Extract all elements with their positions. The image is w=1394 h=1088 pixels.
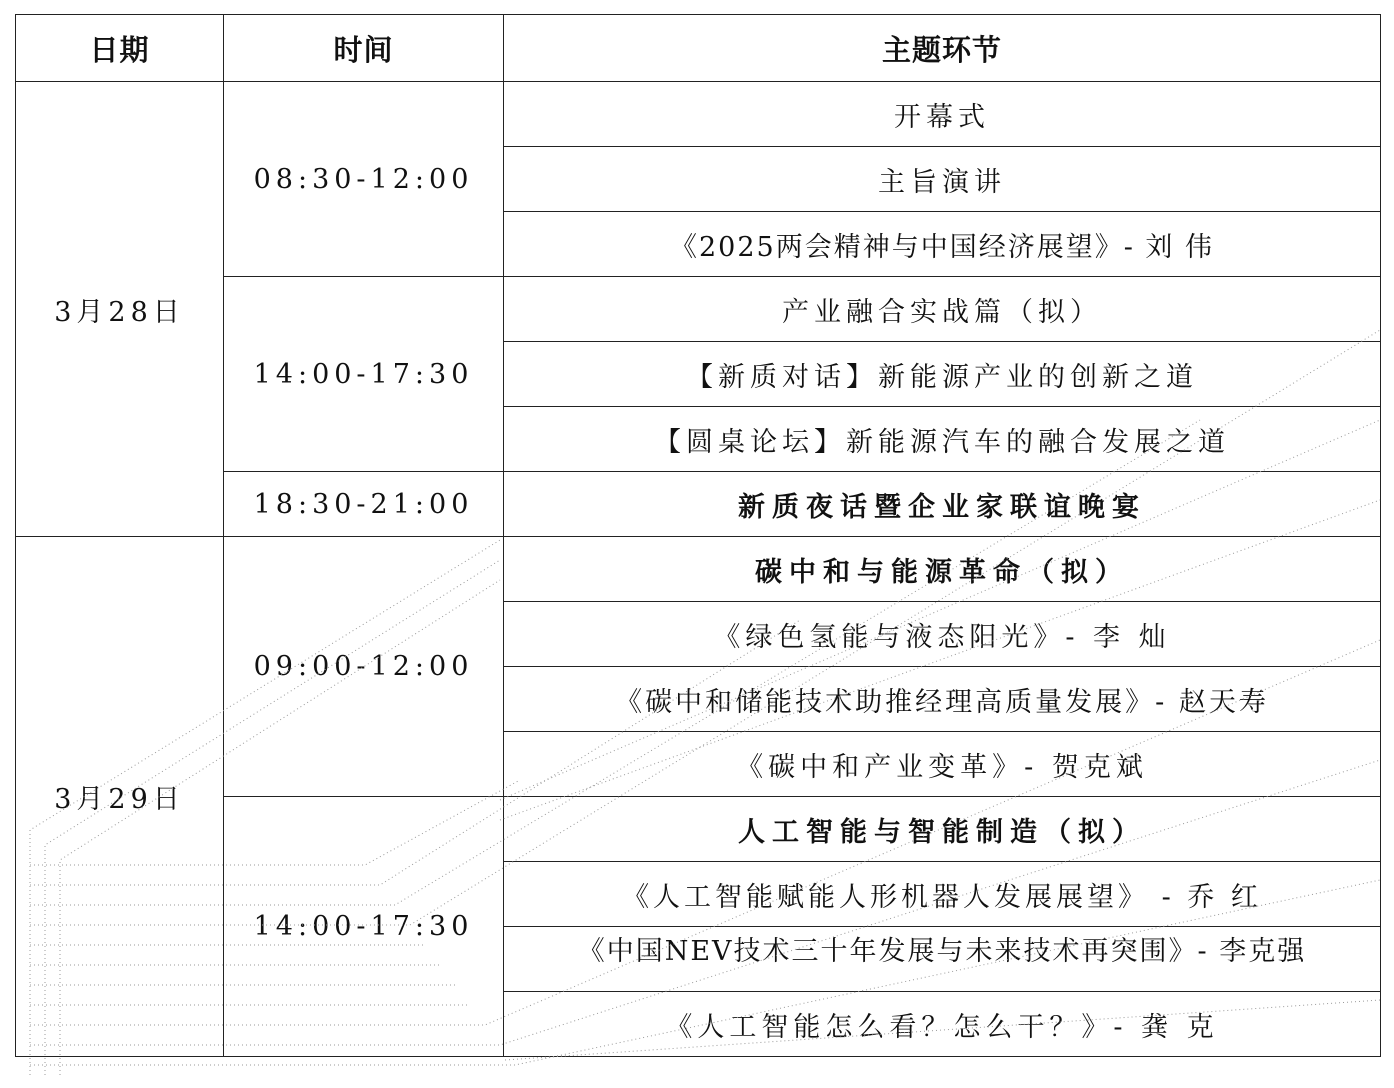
topic-cell: 产业融合实战篇（拟） [504,277,1381,342]
date-cell: 3月28日 [16,82,224,537]
topic-cell: 碳中和与能源革命（拟） [504,537,1381,602]
header-topic: 主题环节 [504,15,1381,82]
topic-cell: 【圆桌论坛】新能源汽车的融合发展之道 [504,407,1381,472]
topic-cell: 《碳中和产业变革》- 贺克斌 [504,732,1381,797]
topic-cell: 【新质对话】新能源产业的创新之道 [504,342,1381,407]
topic-cell: 主旨演讲 [504,147,1381,212]
topic-cell: 《人工智能怎么看？怎么干？》- 龚 克 [504,992,1381,1057]
table-row [16,537,1381,602]
topic-cell: 人工智能与智能制造（拟） [504,797,1381,862]
table-header [16,15,1381,82]
topic-cell-text: 《中国NEV技术三十年发展与未来技术再突围》- 李克强 [577,936,1307,967]
topic-cell [504,927,1381,992]
table-row [16,82,1381,147]
schedule-table [15,14,1381,1057]
topic-cell: 《2025两会精神与中国经济展望》- 刘 伟 [504,212,1381,277]
date-cell: 3月29日 [16,537,224,1057]
topic-cell: 开幕式 [504,82,1381,147]
time-cell: 08:30-12:00 [224,82,504,277]
topic-cell: 新质夜话暨企业家联谊晚宴 [504,472,1381,537]
topic-cell: 《人工智能赋能人形机器人发展展望》 - 乔 红 [504,862,1381,927]
header-time: 时间 [224,15,504,82]
time-cell: 09:00-12:00 [224,537,504,797]
topic-cell: 《碳中和储能技术助推经理高质量发展》- 赵天寿 [504,667,1381,732]
header-date: 日期 [16,15,224,82]
header-row [16,15,1381,82]
topic-cell: 《绿色氢能与液态阳光》- 李 灿 [504,602,1381,667]
time-cell: 14:00-17:30 [224,797,504,1057]
time-cell: 18:30-21:00 [224,472,504,537]
table-body [16,82,1381,1057]
time-cell: 14:00-17:30 [224,277,504,472]
